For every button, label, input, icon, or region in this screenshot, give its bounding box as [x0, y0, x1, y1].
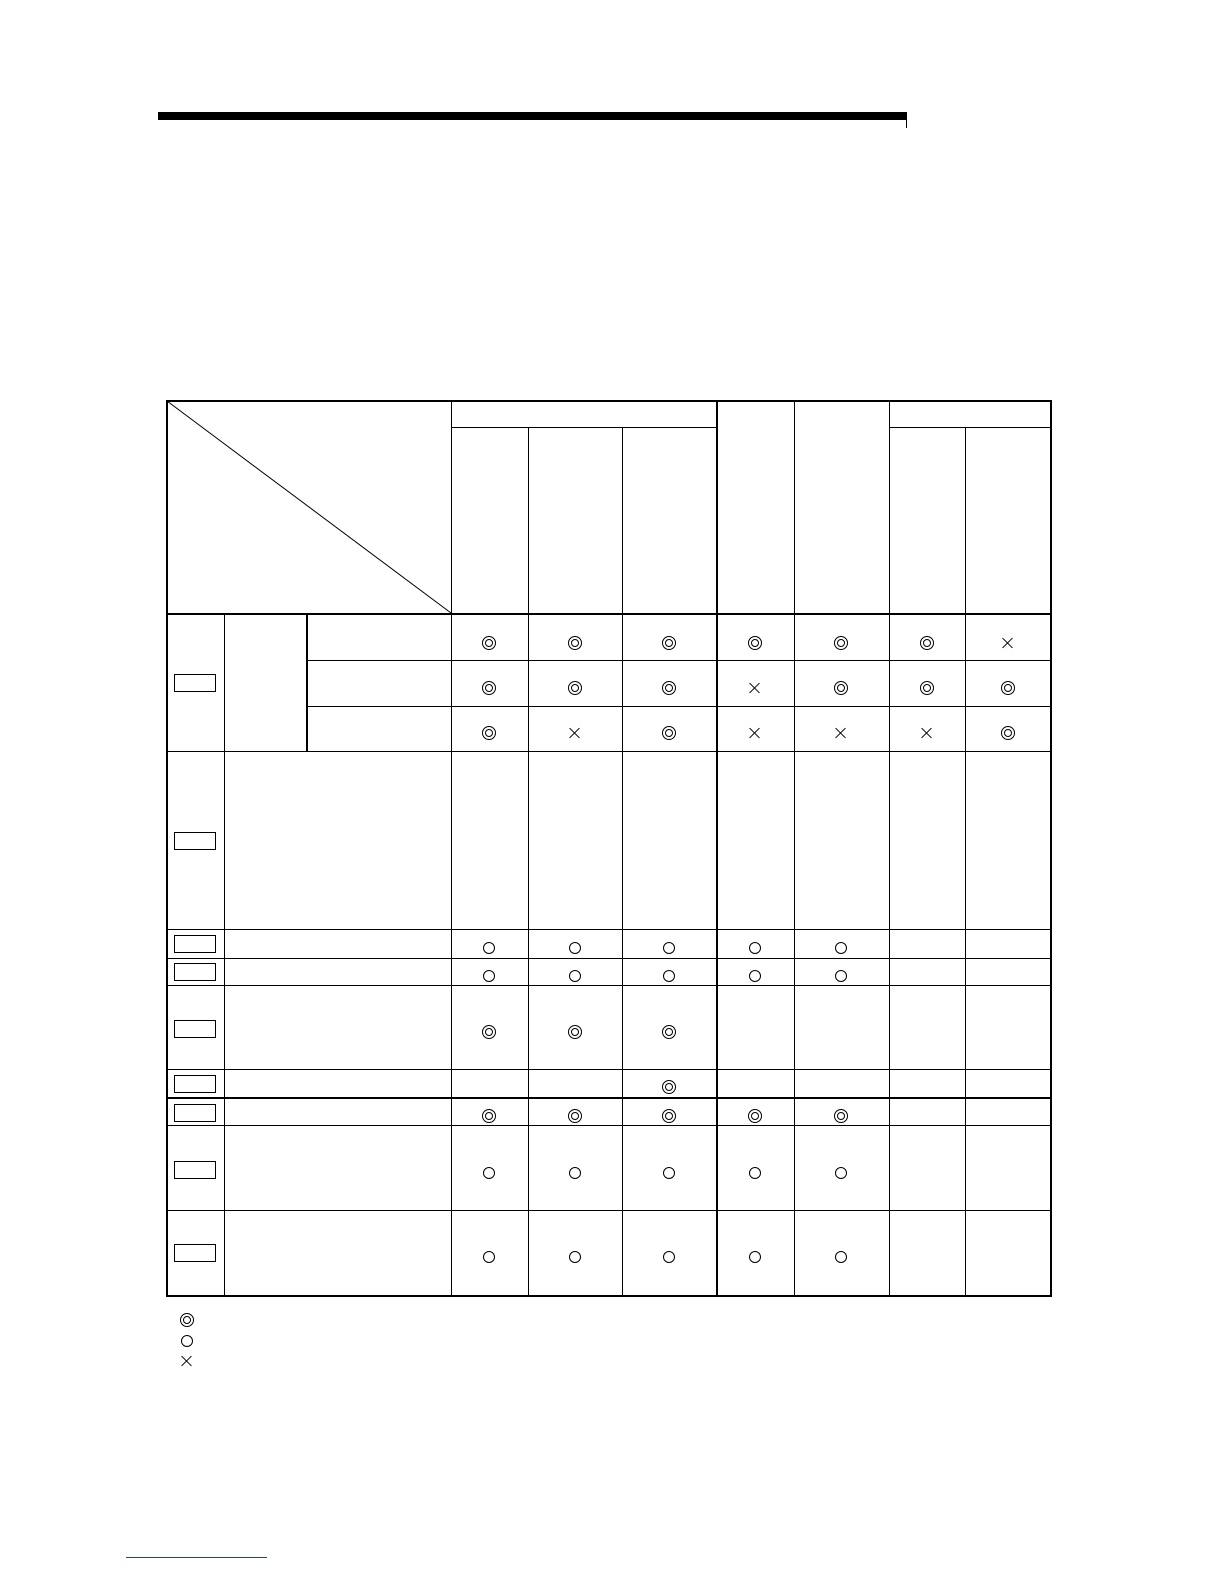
- double-circle-mark: [568, 1109, 582, 1123]
- circle-mark: [835, 942, 847, 954]
- column-rule: [889, 400, 890, 1295]
- double-circle-mark: [568, 636, 582, 650]
- column-rule: [451, 400, 452, 1295]
- double-circle-mark: [834, 636, 848, 650]
- row-rule: [306, 660, 1051, 661]
- double-circle-mark: [662, 1109, 676, 1123]
- column-rule: [794, 400, 795, 1295]
- row-rule-heavy: [166, 1097, 1051, 1099]
- cross-mark: [1002, 637, 1014, 649]
- double-circle-mark: [920, 681, 934, 695]
- circle-mark: [663, 1251, 675, 1263]
- circle-mark: [569, 942, 581, 954]
- circle-mark: [483, 1251, 495, 1263]
- circle-mark: [835, 1167, 847, 1179]
- cross-mark: [749, 682, 761, 694]
- cross-mark: [569, 727, 581, 739]
- row-rule: [166, 751, 1051, 752]
- cross-mark: [835, 727, 847, 739]
- double-circle-mark: [662, 1025, 676, 1039]
- row-rule: [166, 985, 1051, 986]
- double-circle-mark: [482, 636, 496, 650]
- row-rule: [306, 706, 1051, 707]
- cross-mark: [749, 727, 761, 739]
- column-rule: [622, 427, 623, 1295]
- row-reference-box: [174, 935, 216, 953]
- row-reference-box: [174, 1075, 216, 1093]
- row-reference-box: [174, 963, 216, 981]
- circle-mark: [835, 1251, 847, 1263]
- legend-circle-symbol: [181, 1335, 193, 1347]
- circle-mark: [663, 1167, 675, 1179]
- row-rule: [166, 958, 1051, 959]
- double-circle-mark: [834, 681, 848, 695]
- row-rule: [166, 929, 1051, 930]
- circle-mark: [749, 1251, 761, 1263]
- circle-mark: [483, 970, 495, 982]
- table-border-right: [1050, 400, 1052, 1297]
- circle-mark: [663, 970, 675, 982]
- double-circle-mark: [568, 1025, 582, 1039]
- double-circle-mark: [748, 1109, 762, 1123]
- header-bottom-rule: [166, 613, 1051, 615]
- circle-mark: [749, 970, 761, 982]
- row-reference-box: [174, 1020, 216, 1038]
- double-circle-mark: [482, 1109, 496, 1123]
- cross-mark: [921, 727, 933, 739]
- row-reference-box: [174, 832, 216, 850]
- circle-mark: [749, 1167, 761, 1179]
- row-rule: [166, 1069, 1051, 1070]
- circle-mark: [835, 970, 847, 982]
- row-reference-box: [174, 1104, 216, 1122]
- table-border-top: [166, 400, 1052, 402]
- double-circle-mark: [834, 1109, 848, 1123]
- label-subcolumn-rule: [306, 613, 308, 751]
- legend-double-circle-symbol: [180, 1313, 194, 1327]
- double-circle-mark: [482, 726, 496, 740]
- column-rule-heavy: [716, 400, 718, 1295]
- header-group-rule: [451, 427, 716, 428]
- double-circle-mark: [662, 726, 676, 740]
- row-rule: [166, 1210, 1051, 1211]
- legend-cross-symbol: [181, 1355, 193, 1367]
- table-border-bottom: [166, 1295, 1052, 1297]
- double-circle-mark: [1001, 681, 1015, 695]
- double-circle-mark: [482, 1025, 496, 1039]
- row-reference-box: [174, 1244, 216, 1262]
- table-border-left: [166, 400, 168, 1297]
- circle-mark: [483, 942, 495, 954]
- header-group-rule: [889, 427, 1051, 428]
- double-circle-mark: [920, 636, 934, 650]
- double-circle-mark: [662, 681, 676, 695]
- row-reference-box: [174, 674, 216, 692]
- circle-mark: [569, 970, 581, 982]
- double-circle-mark: [662, 636, 676, 650]
- double-circle-mark: [568, 681, 582, 695]
- circle-mark: [569, 1167, 581, 1179]
- column-rule: [528, 427, 529, 1295]
- double-circle-mark: [482, 681, 496, 695]
- label-column-rule: [224, 613, 225, 1295]
- circle-mark: [483, 1167, 495, 1179]
- double-circle-mark: [662, 1080, 676, 1094]
- double-circle-mark: [748, 636, 762, 650]
- circle-mark: [749, 942, 761, 954]
- row-rule: [166, 1125, 1051, 1126]
- row-reference-box: [174, 1161, 216, 1179]
- column-rule: [965, 427, 966, 1295]
- double-circle-mark: [1001, 726, 1015, 740]
- circle-mark: [663, 942, 675, 954]
- circle-mark: [569, 1251, 581, 1263]
- bottom-link-underline[interactable]: [126, 1557, 267, 1558]
